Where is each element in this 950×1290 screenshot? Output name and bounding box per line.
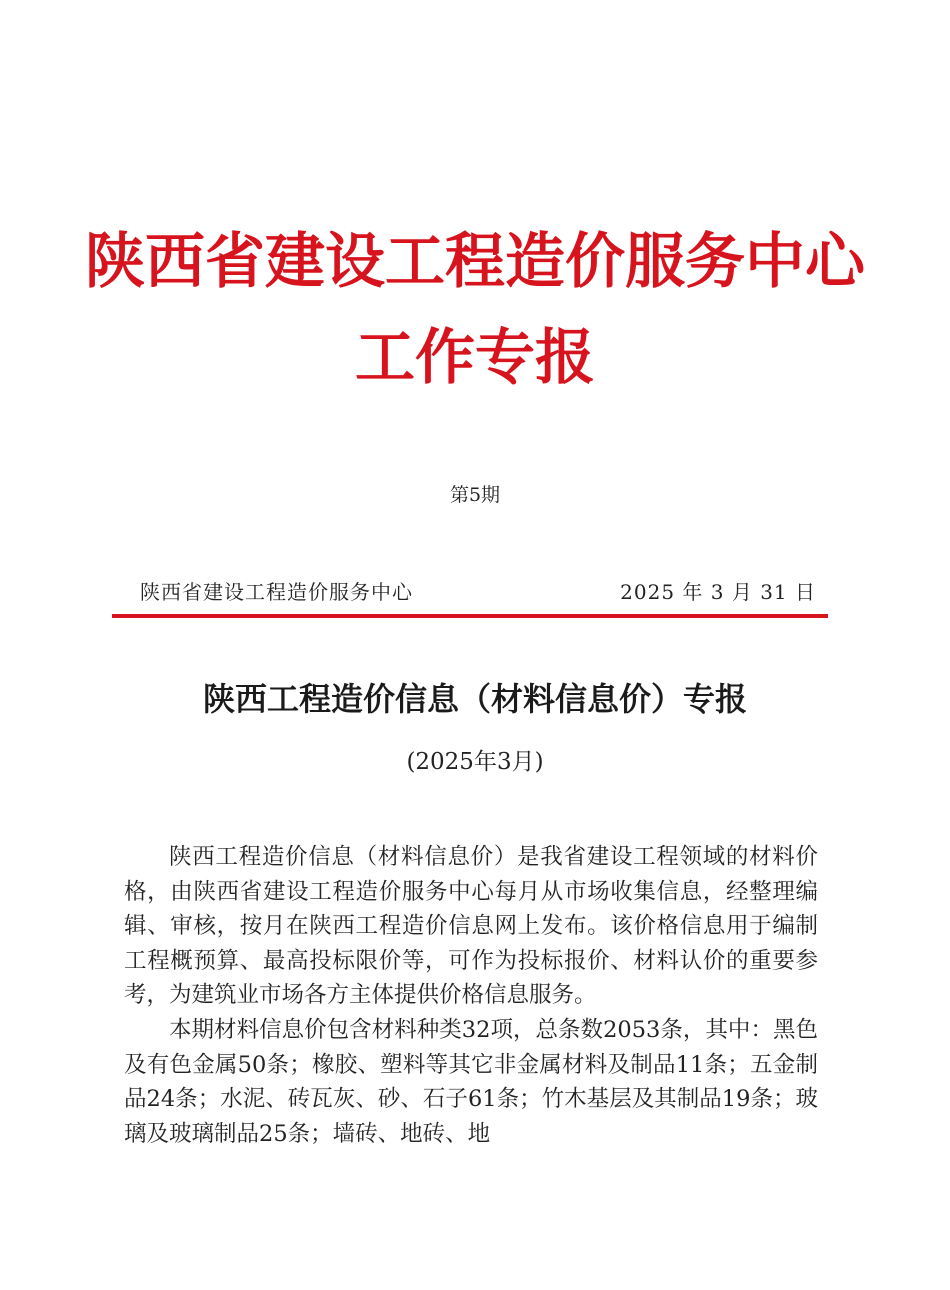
body-paragraph: 本期材料信息价包含材料种类32项，总条数2053条，其中：黑色及有色金属50条；橡胶、塑料等其它非金属材料及制品11条；五金制品24条；水泥、砖瓦灰、砂、石子61条；竹木基层及其制品19条；玻璃及玻璃制品25条；墙砖、地砖、地 — [124, 1016, 818, 1147]
issuer-name: 陕西省建设工程造价服务中心 — [140, 580, 413, 604]
issue-number: 第5期 — [449, 484, 501, 506]
document-title: 陕西工程造价信息（材料信息价）专报 — [202, 680, 747, 718]
masthead-title-line2: 工作专报 — [355, 323, 595, 393]
document-subtitle: (2025年3月) — [406, 749, 544, 775]
document-body — [124, 840, 818, 1151]
body-paragraph: 陕西工程造价信息（材料信息价）是我省建设工程领域的材料价格，由陕西省建设工程造价服务中心每月从市场收集信息，经整理编辑、审核，按月在陕西工程造价信息网上发布。该价格信息用于编制工程概预算、最高投标限价等，可作为投标报价、材料认价的重要参考，为建筑业市场各方主体提供价格信息服务。 — [124, 844, 818, 1009]
red-divider — [112, 614, 828, 618]
issuer-row — [140, 577, 816, 607]
masthead-title-line1: 陕西省建设工程造价服务中心 — [85, 227, 865, 297]
issue-date: 2025 年 3 月 31 日 — [620, 580, 816, 604]
